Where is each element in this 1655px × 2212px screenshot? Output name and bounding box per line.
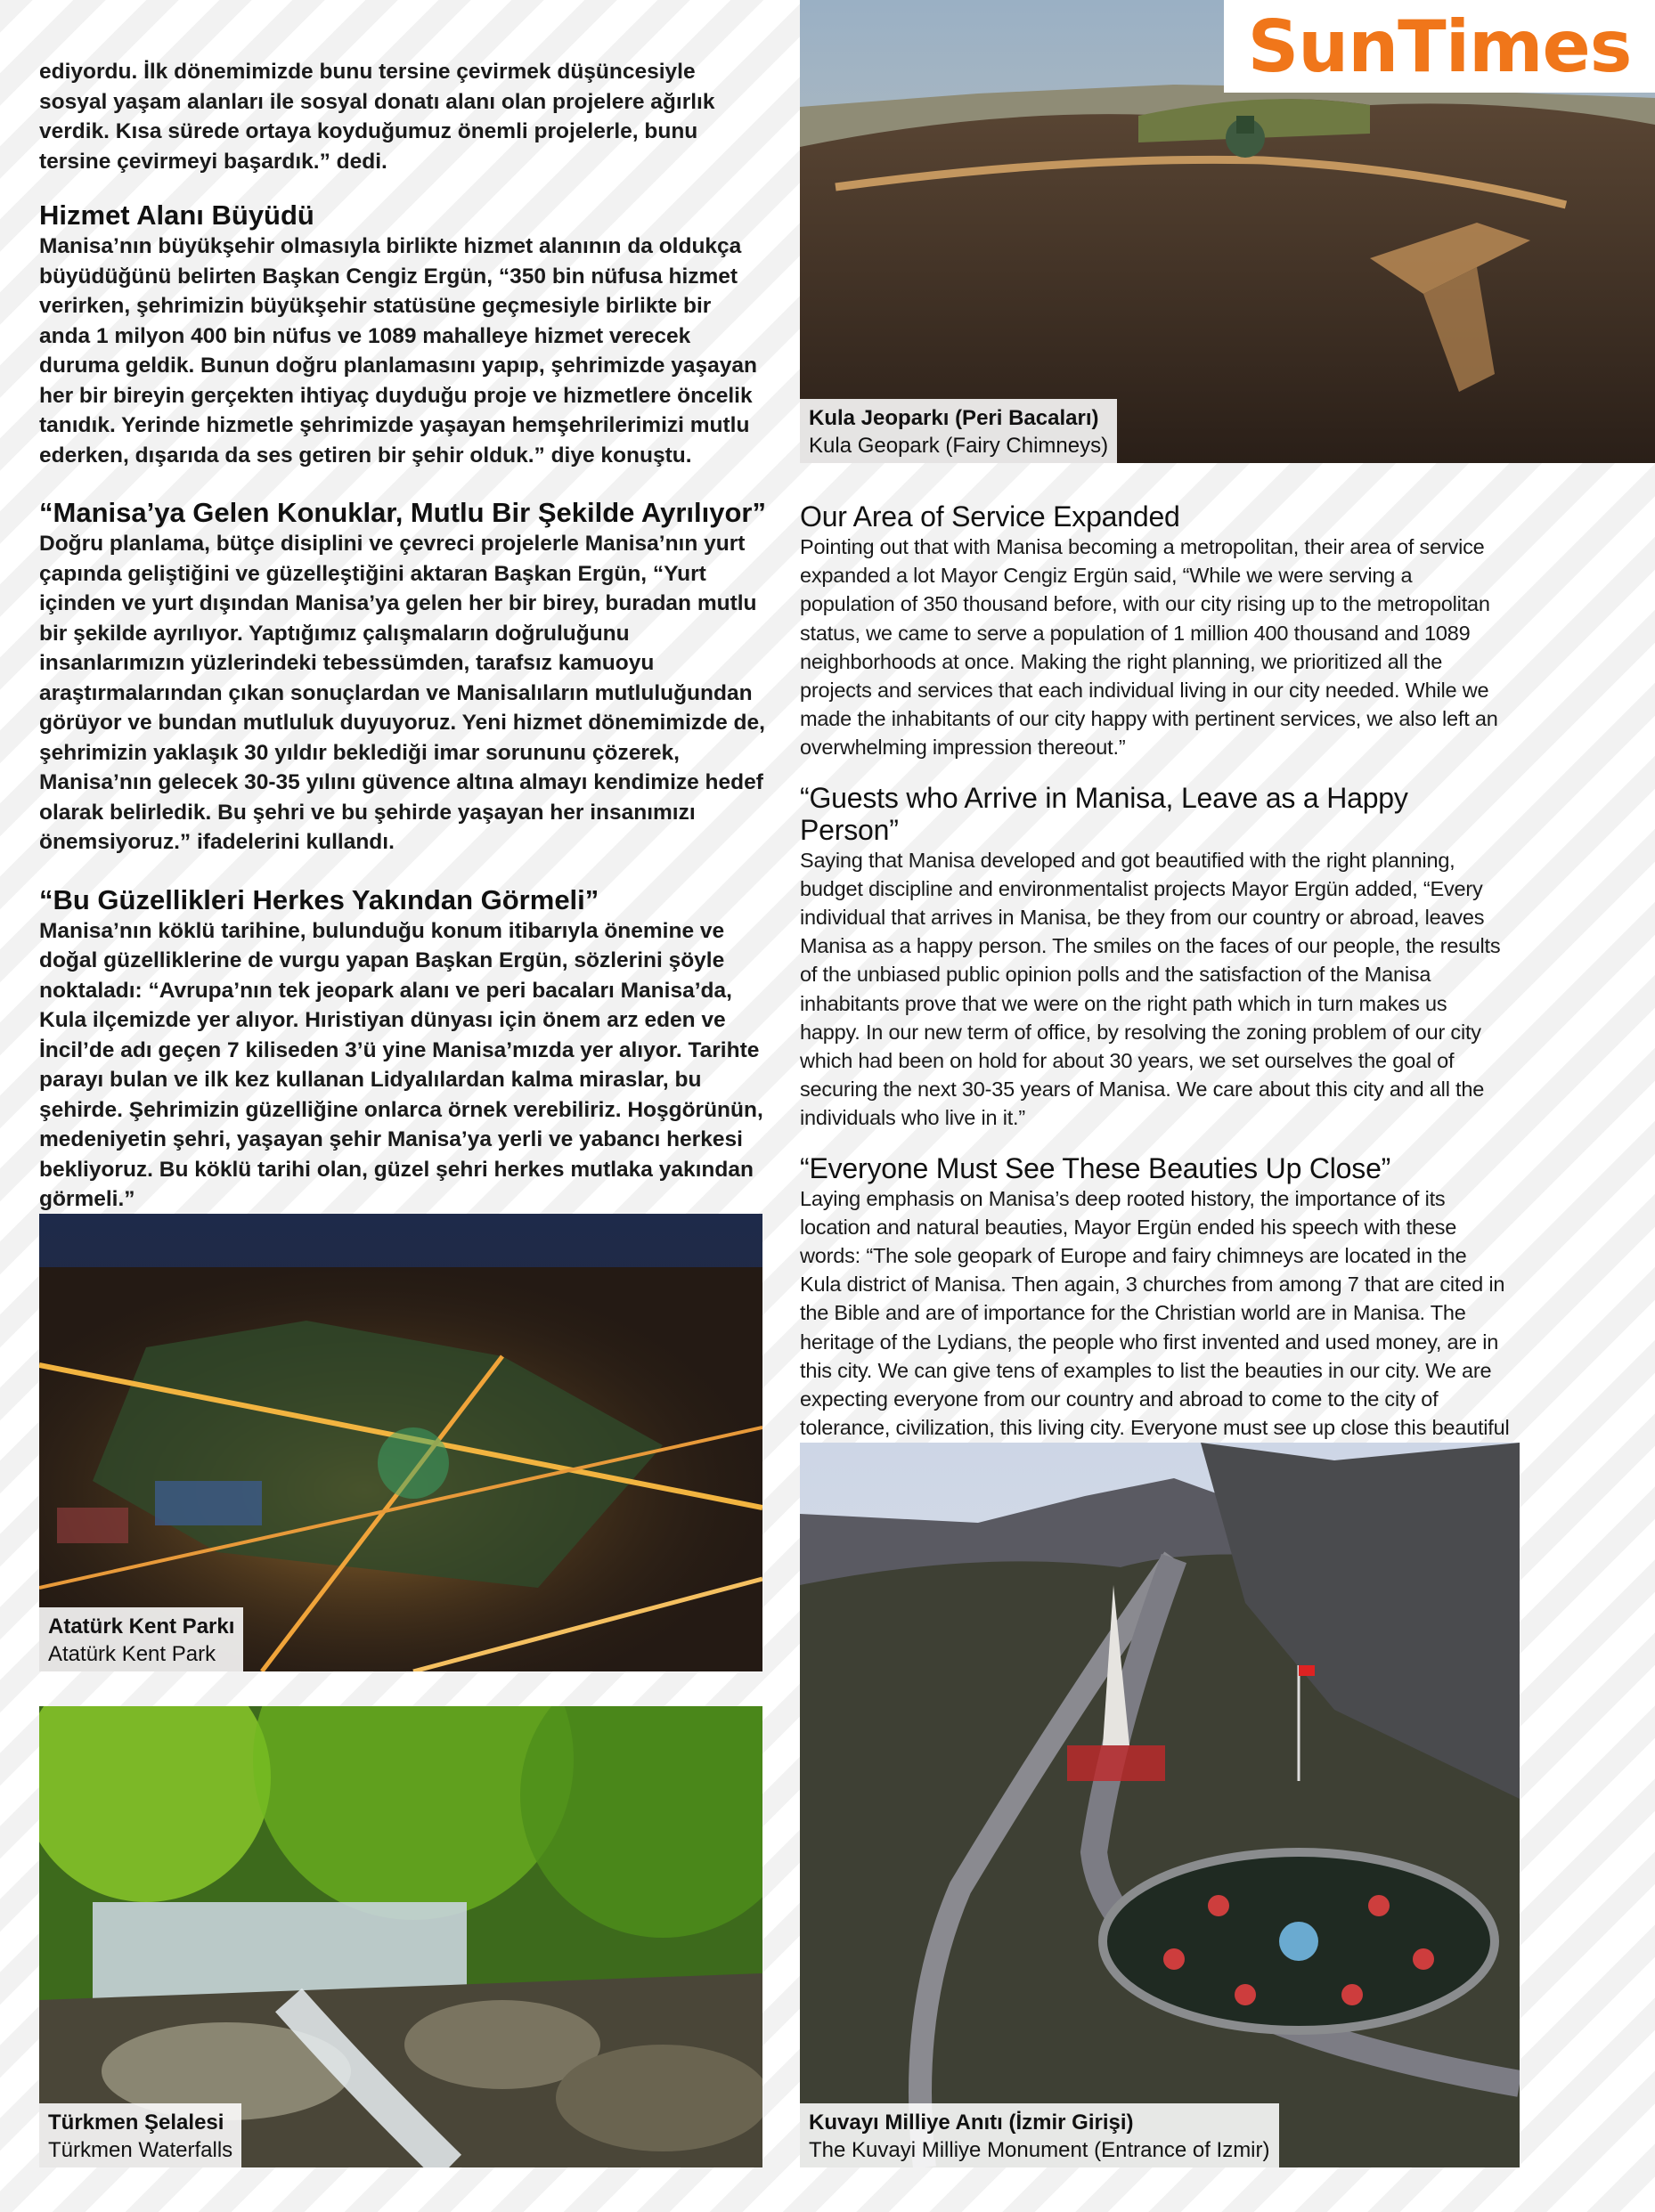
section-body-guests-tr: Doğru planlama, bütçe disiplini ve çevreci projelerle Manisa’nın yurt çapında geliştiğini ve güzelleştiğini aktaran Başkan Ergün, “Yurt içinden ve yurt dışından Manisa’ya gelen her bir birey, buradan mutlu bir şekilde ayrılıyor. Yaptığımız çalışmaların doğruluğunu insanlarımızın yüzlerindeki tebessümden, tarafsız kamuoyu araştırmalarından çıkan sonuçlardan ve Manisalıların mutluluğundan görüyor ve bundan mutluluk duyuyoruz. Yeni hizmet dönemimizde de, şehrimizin yaklaşık 30 yıldır beklediği imar sorununu çözerek, Manisa’nın gelecek 30-35 yılını güvence altına almayı kendimize hedef olarak belirledik. Bu şehri ve bu şehirde yaşayan her insanımızı önemsiyoruz.” ifadelerini kullandı. — [39, 532, 765, 854]
caption-turkmen-en: Türkmen Waterfalls — [48, 2138, 233, 2162]
kuvayi-milliye-image — [800, 1443, 1520, 2167]
section-body-beauties-tr: Manisa’nın köklü tarihine, bulunduğu konum itibarıyla önemine ve doğal güzelliklerine de vurgu yapan Başkan Ergün, sözlerini şöyle noktaladı: “Avrupa’nın tek jeopark alanı ve peri bacaları Manisa’da, Kula ilçemizde yer alıyor. Hıristiyan dünyası için önem arz eden ve İncil’de adı geçen 7 kiliseden 3’ü yine Manisa’mızda yer alıyor. Tarihte parayı bulan ve ilk kez kullanan Lidyalılardan kalma miraslar, bu şehirde. Şehrimizin güzelliğine onlarca örnek verebiliriz. Hoşgörünün, medeniyetin şehri, yaşayan şehir Manisa’ya yerli ve yabancı herkesi bekliyoruz. Bu köklü tarihi olan, güzel şehri herkes mutlaka yakından görmeli.” — [39, 918, 763, 1211]
caption-ataturk-tr: Atatürk Kent Parkı — [48, 1614, 235, 1639]
caption-kula-geopark — [800, 399, 1117, 463]
caption-ataturk-en: Atatürk Kent Park — [48, 1642, 216, 1666]
caption-kula-en: Kula Geopark (Fairy Chimneys) — [809, 434, 1109, 458]
caption-kula-tr: Kula Jeoparkı (Peri Bacaları) — [809, 406, 1099, 430]
section-body-guests-en: Saying that Manisa developed and got beautified with the right planning, budget discipline and environmentalist projects Mayor Ergün added, “Every individual that arrives in Manisa, be they from our country or abroad, leaves Manisa as a happy person. The smiles on the faces of our people, the results of the unbiased public opinion polls and the satisfaction of the Manisa inhabitants prove that we were on the right path which in turn makes us happy. In our new term of office, by resolving the zoning problem of our city which had been on hold for about 30 years, we set ourselves the goal of securing the next 30-35 years of Manisa. We care about this city and all the individuals who live in it.” — [800, 848, 1501, 1130]
turkish-column — [39, 57, 766, 1215]
caption-kuvayi-milliye — [800, 2103, 1279, 2167]
ataturk-park-image — [39, 1214, 762, 1671]
photo-turkmen-waterfalls — [39, 1706, 762, 2167]
caption-kuvayi-tr: Kuvayı Milliye Anıtı (İzmir Girişi) — [809, 2110, 1134, 2135]
caption-turkmen-tr: Türkmen Şelalesi — [48, 2110, 224, 2135]
caption-kuvayi-en: The Kuvayi Milliye Monument (Entrance of Izmir) — [809, 2138, 1270, 2162]
section-heading-service-tr: Hizmet Alanı Büyüdü — [39, 199, 314, 231]
turkmen-waterfalls-image — [39, 1706, 762, 2167]
section-heading-service-en: Our Area of Service Expanded — [800, 500, 1180, 533]
suntimes-logo — [1224, 0, 1655, 93]
section-heading-guests-tr: “Manisa’ya Gelen Konuklar, Mutlu Bir Şekilde Ayrılıyor” — [39, 497, 766, 528]
caption-ataturk-park — [39, 1607, 243, 1671]
intro-paragraph-tr: ediyordu. İlk dönemimizde bunu tersine çevirmek düşüncesiyle sosyal yaşam alanları ile sosyal donatı alanı olan projelere ağırlık verdik. Kısa sürede ortaya koyduğumuz önemli projelerle, bunu tersine çevirmeyi başardık.” dedi. — [39, 60, 715, 174]
photo-ataturk-kent-park — [39, 1214, 762, 1671]
section-body-service-tr: Manisa’nın büyükşehir olmasıyla birlikte hizmet alanının da oldukça büyüdüğünü belirten Başkan Cengiz Ergün, “350 bin nüfusa hizmet verirken, şehrimizin büyükşehir statüsüne geçmesiyle birlikte bir anda 1 milyon 400 bin nüfus ve 1089 mahalleye hizmet verecek duruma geldik. Bunun doğru planlamasını yapıp, şehrimizde yaşayan her bir bireyin gerçekten ihtiyaç duyduğu proje ve hizmetlere öncelik tanıdık. Yerinde hizmetle şehrimizde yaşayan hemşehrilerimizi mutlu ederken, dışarıda da ses getiren bir şehir olduk.” diye konuştu. — [39, 234, 757, 468]
section-body-beauties-en: Laying emphasis on Manisa’s deep rooted history, the importance of its location and natural beauties, Mayor Ergün ended his speech with these words: “The sole geopark of Europe and fairy chimneys are located in the Kula district of Manisa. Then again, 3 churches from among 7 that are cited in the Bible and are of importance for the Christian world are in Manisa. The heritage of the Lydians, the people who first invented and used money, are in this city. We can give tens of examples to list the beauties in our city. We are expecting everyone from our country and abroad to come to the city of tolerance, civilization, this living city. Everyone must see up close this beautiful — [800, 1186, 1510, 1440]
english-column — [800, 500, 1512, 1471]
photo-kuvayi-milliye — [800, 1443, 1520, 2167]
section-heading-guests-en: “Guests who Arrive in Manisa, Leave as a Happy Person” — [800, 781, 1408, 846]
section-heading-beauties-en: “Everyone Must See These Beauties Up Close” — [800, 1151, 1391, 1184]
logo-text: SunTimes — [1247, 4, 1632, 88]
caption-turkmen-waterfalls — [39, 2103, 241, 2167]
section-heading-beauties-tr: “Bu Güzellikleri Herkes Yakından Görmeli” — [39, 883, 599, 915]
section-body-service-en: Pointing out that with Manisa becoming a metropolitan, their area of service expanded a lot Mayor Cengiz Ergün said, “While we were serving a population of 350 thousand before, with our city rising up to the metropolitan status, we came to serve a population of 1 million 400 thousand and 1089 neighborhoods at once. Making the right planning, we prioritized all the projects and services that each individual living in our city needed. While we made the inhabitants of our city happy with pertinent services, we also left an overwhelming impression thereout.” — [800, 535, 1498, 760]
